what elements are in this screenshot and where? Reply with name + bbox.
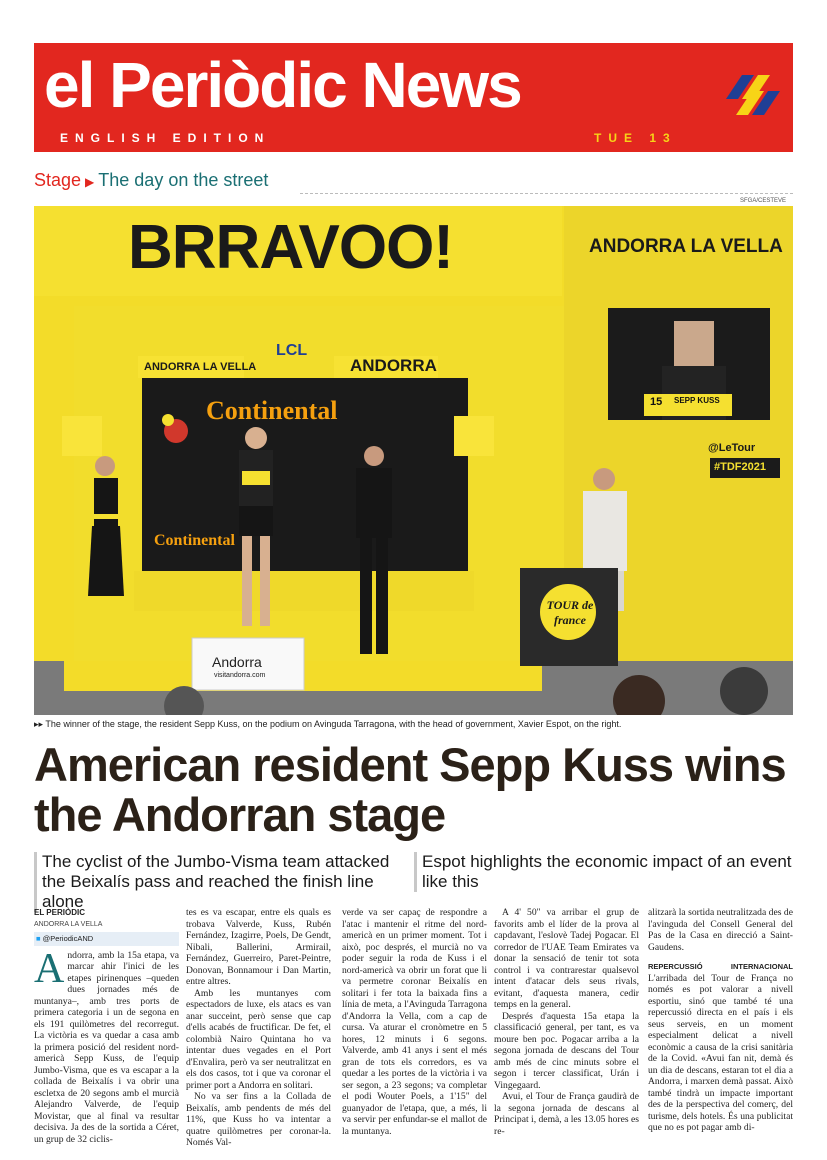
banner-text: BRRAVOO! [128,213,453,282]
tdf-logo: TOUR de france [546,598,594,627]
location-sign-small: ANDORRA LA VELLA [144,361,257,373]
tour-handle: @LeTour [708,442,756,454]
deck-right: Espot highlights the economic impact of an event like this [414,852,792,892]
article-headline[interactable]: American resident Sepp Kuss wins the Andorran stage [34,738,786,841]
body-text: tes es va escapar, entre els quals es trobava Valverde, Kuss, Rubén Fernández, Izagirre, Poels, De Gendt, Nibali, Ballerini, Armirail, Fernández, Guerreiro, Paret-Peintre, Donovan, Bonnamour i Dan Martin, entre altres. [186,907,331,987]
continental-logo: Continental [206,396,338,425]
arrow-right-icon: ▶ [85,175,95,189]
body-column-5 [648,907,793,1134]
body-text: alitzarà la sortida neutralitzada des de l'avinguda del Consell General del Pas de la Casa en direcció a Saint-Gaudens. [648,907,793,953]
screen-number: 15 [650,396,663,408]
section-sublabel[interactable]: The day on the street [98,170,269,190]
body-column-2 [186,907,331,1149]
twitter-handle-text: @PeriodicAND [42,934,94,943]
issue-date: TUE 13 [594,131,677,145]
section-label[interactable]: Stage [34,170,82,190]
body-text: No va ser fins a la Collada de Beixalís, amb pendents de més del 11%, que Kuss ho va intentar a quatre quilòmetres per coronar-la. Només Val- [186,1091,331,1148]
body-text: Avui, el Tour de França gaudirà de la segona jornada de descans al Principat i, demà, a les 13.05 hores es re- [494,1091,639,1137]
continental-logo-lower: Continental [154,532,235,549]
section-divider [300,193,793,194]
tour-hashtag: #TDF2021 [714,461,766,473]
body-column-3 [342,907,487,1137]
masthead [34,43,793,152]
main-photo[interactable] [34,206,793,715]
dropcap: A [34,945,65,992]
body-text: verde va ser capaç de respondre a l'atac i mantenir el ritme del nord-americà en un primer moment. Tot i això, poc després, el murcià no va poder seguir la roda de Kuss i el nord-americà va obrir un forat que li va permetre coronar Beixalís en solitari i fer tota la baixada fins a línia de meta, a l'Avinguda Tarragona d'Andorra la Vella, com a cap de cursa. Va aturar el cronòmetre en 5 hores, 12 minuts i 6 segons. Valverde, amb 41 anys i sent el més gran de tots els corredors, es va quedar a les portes de la victòria i va ser segon, a 23 segons; va completar el podi Wouter Poels, a 1'15" del guanyador de l'etapa, que, a més, li va servir per enfundar-se el mallot de la muntanya. [342,907,487,1137]
twitter-handle[interactable] [34,932,179,946]
edition-label: ENGLISH EDITION [60,131,271,145]
location-sign-large: ANDORRA LA VELLA [589,236,783,257]
body-text: Després d'aquesta 15a etapa la classificació general, per tant, es va moure ben poc. Pogacar arriba a la segona jornada de descans del Tour amb més de cinc minuts sobre el segon i tercer classificat, Urán i Vingegaard. [494,1010,639,1091]
deck-left: The cyclist of the Jumbo-Visma team attacked the Beixalís pass and reached the finish line alone [34,852,412,912]
country-sign: ANDORRA [350,356,437,375]
body-text: Amb les muntanyes com espectadors de luxe, els atacs es van anar succeint, però sense que cap d'ells acabés de fructificar. De fet, el colombià Nairo Quintana ho va intentar dues vegades en el Port d'Envalira, però va ser neutralitzat en els dos casos, tot i que va coronar el primer port a Andorra en solitari. [186,987,331,1091]
andorra-flag-icon [724,67,784,127]
newspaper-logo[interactable]: el Periòdic News [44,49,521,121]
podium-brand: Andorra [212,654,262,670]
screen-rider-name: SEPP KUSS [674,396,720,405]
podium-url: visitandorra.com [214,672,266,679]
section-header [34,170,268,191]
twitter-icon: ■ [36,934,43,943]
lcl-logo: LCL [276,342,308,359]
body-column-1 [34,907,179,1145]
photo-credit: SFGA/CESTEVE [740,198,787,204]
byline-place: ANDORRA LA VELLA [34,920,103,928]
subhead: REPERCUSSIÓ INTERNACIONAL [648,962,793,971]
body-text: A 4' 50" va arribar el grup de favorits amb el líder de la prova al capdavant, l'eslovè Tadej Pogacar. El corredor de l'UAE Team Emirates va donar la sensació de tenir tot sota control i va contrarestar qualsevol intent d'atacar dels seus rivals, evitant, d'aquesta manera, cedir temps en la general. [494,907,639,1010]
body-text: L'arribada del Tour de França no només es pot valorar a nivell esportiu, sinó que també té una repercussió directa en el país i els seus serveis, en un moment especialment delicat a nivell econòmic a causa de la crisi sanitària de la Covid. «Avui fan nit, demà és un dia de descans, estaran tot el dia a Andorra, i marxen demà passat. Això també tindrà un impacte important des de la perspectiva del comerç, del turisme, dels hotels. És una publicitat que no es pot pagar amb di- [648,972,793,1133]
body-text: ndorra, amb la 15a etapa, va marcar ahir l'inici de les etapes pirinenques –queden dues jornades més de muntanya–, amb tres ports de primera categoria i un de segona en els 191 quilòmetres del recorregut. La victòria es va quedar a casa amb la primera posició del resident nord-americà Sepp Kuss, de l'equip Jumbo-Visma, que es va escapar a la collada de Beixalís i va obrir una escletxa de 20 segons amb el murcià Alejandro Valverde, de l'equip Movistar, que al final va resultar decisiva. Ja des de la sortida a Céret, un grup de 32 ciclis- [34,949,179,1145]
byline-author: EL PERIÒDIC [34,908,85,917]
body-column-4 [494,907,639,1137]
photo-caption: ▸▸ The winner of the stage, the resident Sepp Kuss, on the podium on Avinguda Tarragona, with the head of government, Xavier Espot, on the right. [34,719,622,729]
